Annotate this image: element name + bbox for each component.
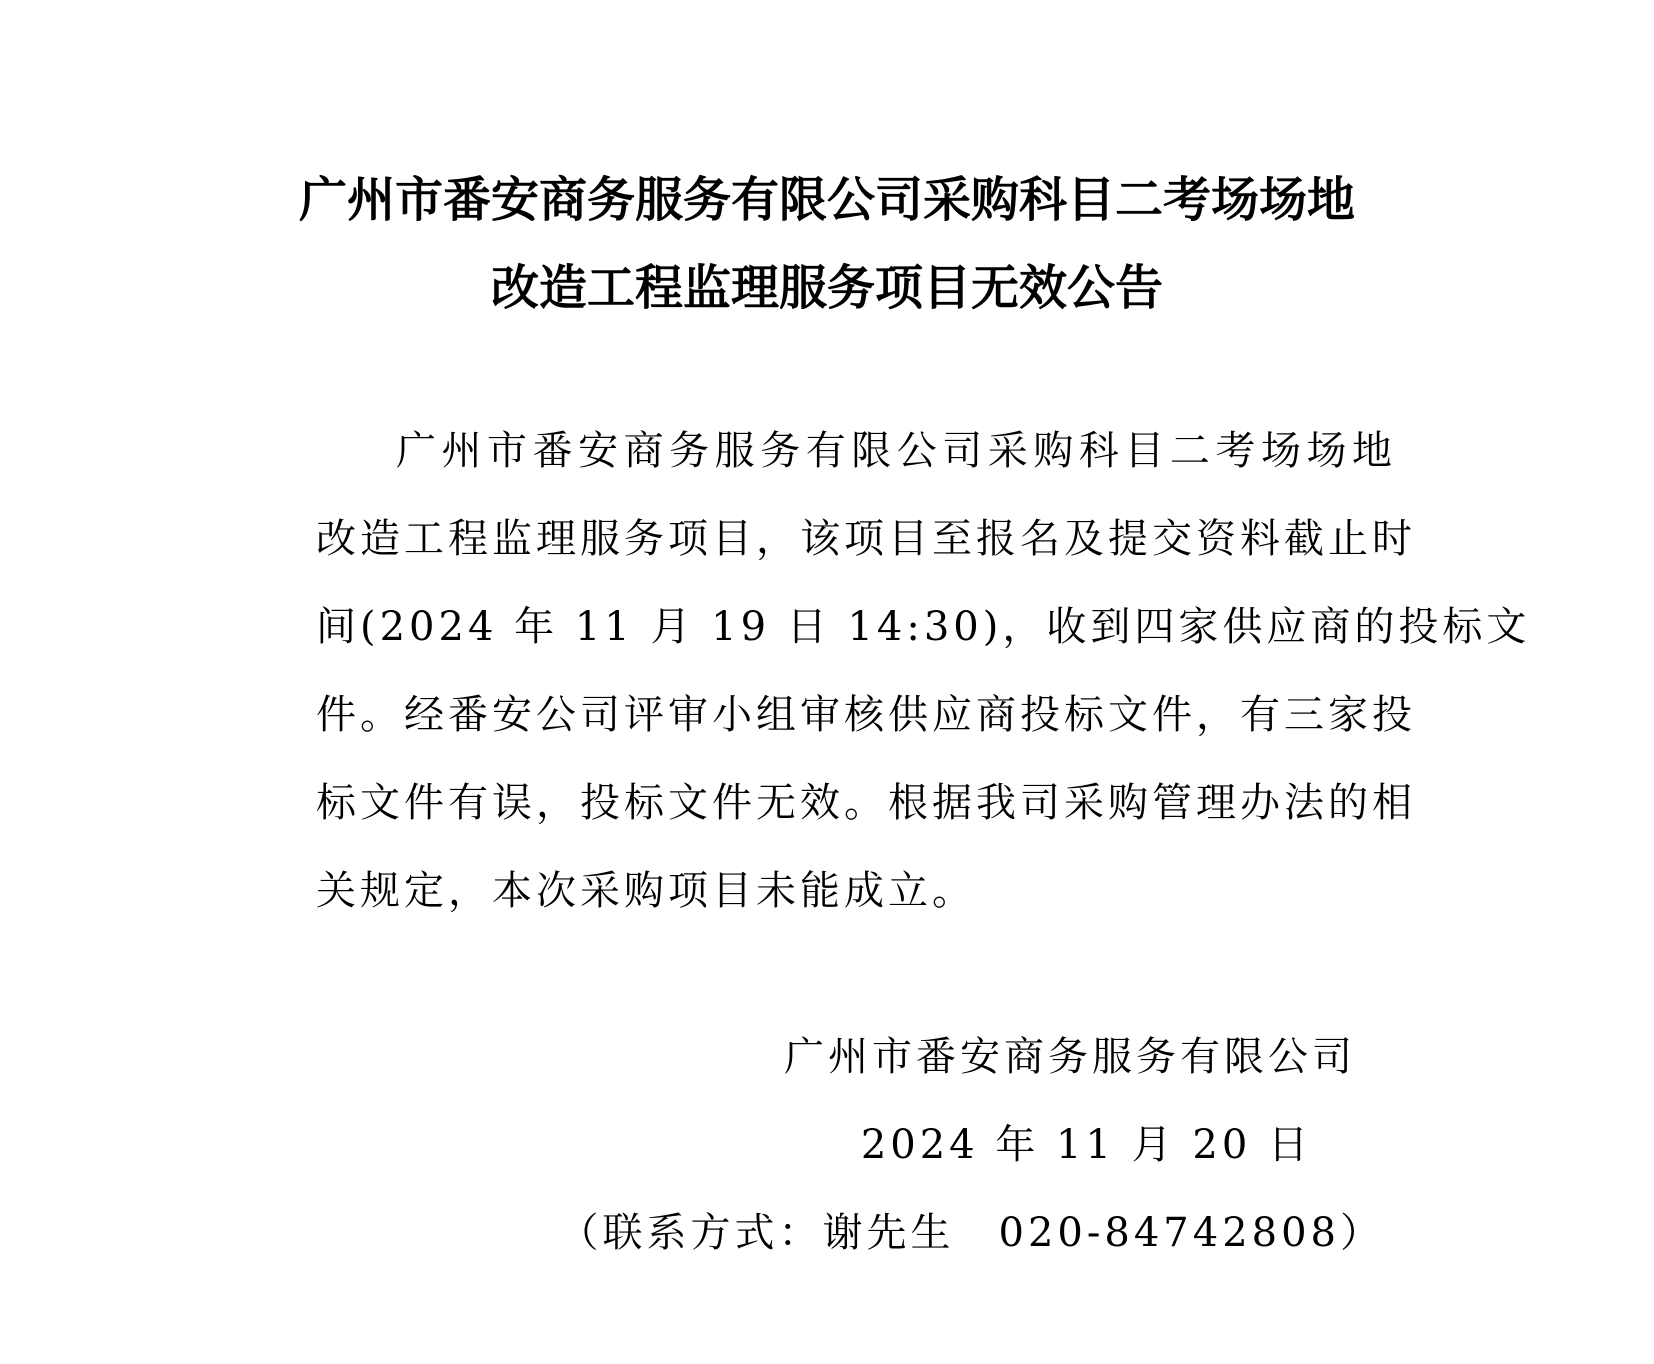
body-line-5: 标文件有误，投标文件无效。根据我司采购管理办法的相 xyxy=(316,780,1416,826)
body-line-4: 件。经番安公司评审小组审核供应商投标文件，有三家投 xyxy=(316,692,1416,738)
body-line-3: 间(2024 年 11 月 19 日 14:30)，收到四家供应商的投标文 xyxy=(316,604,1531,650)
signature-company: 广州市番安商务服务有限公司 xyxy=(784,1034,1356,1080)
body-line-1: 广州市番安商务服务有限公司采购科目二考场场地 xyxy=(396,428,1396,474)
body-line-6: 关规定，本次采购项目未能成立。 xyxy=(316,868,976,914)
body-line-2: 改造工程监理服务项目，该项目至报名及提交资料截止时 xyxy=(316,516,1416,562)
signature-date: 2024 年 11 月 20 日 xyxy=(860,1122,1312,1168)
contact-line: （联系方式：谢先生 020-84742808） xyxy=(558,1210,1384,1256)
notice-title-line-1: 广州市番安商务服务有限公司采购科目二考场场地 xyxy=(298,172,1355,228)
notice-title-line-2: 改造工程监理服务项目无效公告 xyxy=(490,260,1163,316)
